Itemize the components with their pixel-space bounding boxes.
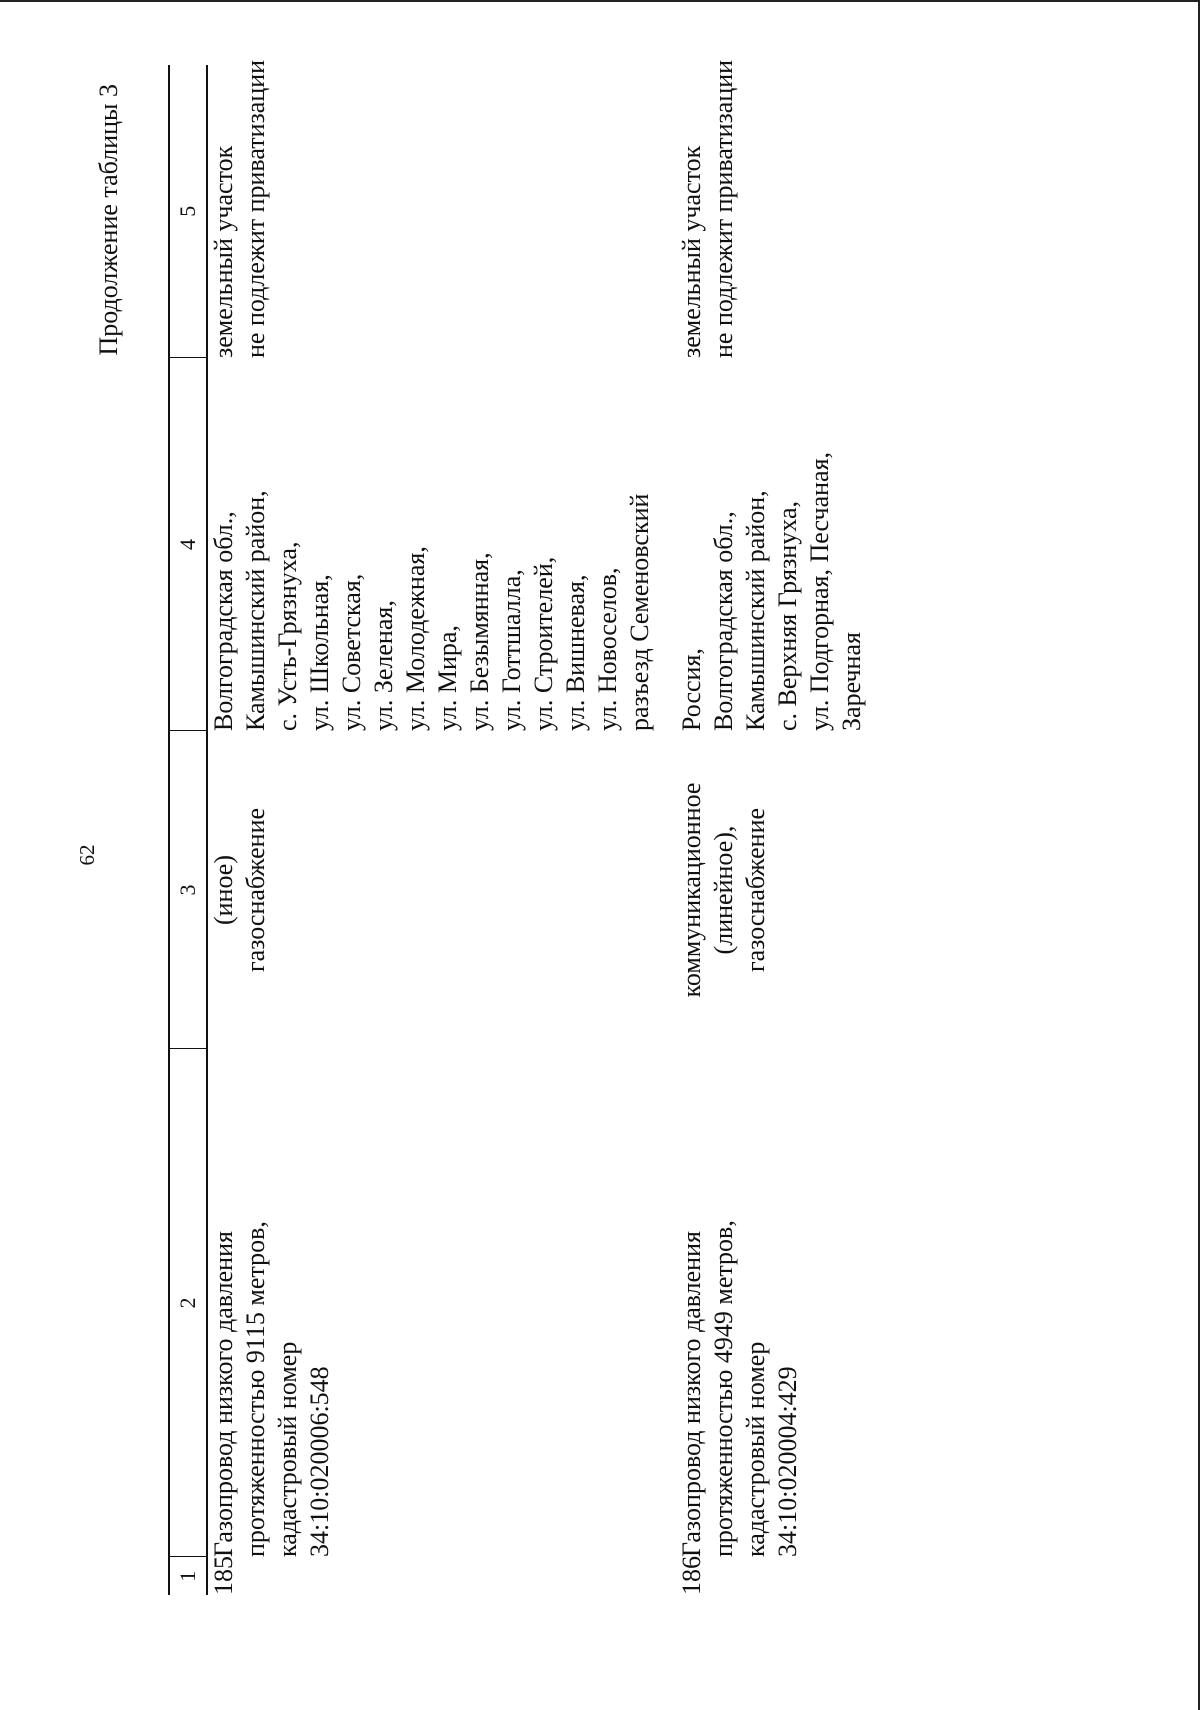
row-number: 185. <box>209 1549 238 1595</box>
object-description <box>207 1049 676 1557</box>
object-line: Газопровод низкого давления <box>209 1231 238 1557</box>
object-line: кадастровый номер <box>741 1341 770 1557</box>
address-line: ул. Новоселов, <box>593 567 622 731</box>
note-line: не подлежит приватизации <box>709 59 738 358</box>
object-address <box>207 358 676 731</box>
address-line: Россия, <box>677 648 706 731</box>
address-line: с. Верхняя Грязнуха, <box>773 501 802 731</box>
table-continuation-label: Продолжение таблицы 3 <box>94 84 123 356</box>
object-line: 34:10:020004:429 <box>773 1366 802 1557</box>
address-line: ул. Безымянная, <box>465 552 494 731</box>
address-line: ул. Школьная, <box>305 574 334 731</box>
column-header-4: 4 <box>169 358 207 731</box>
object-note <box>676 59 868 358</box>
type-line: коммуникационное <box>677 782 706 998</box>
note-line: не подлежит приватизации <box>241 59 270 358</box>
object-line: Газопровод низкого давления <box>677 1231 706 1557</box>
page-number: 62 <box>75 844 99 866</box>
object-line: 34:10:020006:548 <box>305 1366 334 1557</box>
note-line: земельный участок <box>209 145 238 358</box>
column-header-5: 5 <box>169 65 207 358</box>
address-line: с. Усть-Грязнуха, <box>273 541 302 731</box>
type-line: газоснабжение <box>241 807 270 973</box>
table-row <box>207 65 676 1595</box>
object-note <box>207 59 676 358</box>
column-header-2: 2 <box>169 1049 207 1557</box>
property-table <box>168 59 868 1595</box>
table-header-row <box>169 65 207 1595</box>
address-line: Камышинский район, <box>741 490 770 731</box>
object-line: протяженностью 9115 метров, <box>241 1221 270 1557</box>
object-type <box>207 731 676 1049</box>
type-line: (линейное), <box>709 825 738 955</box>
column-header-1: 1 <box>169 1557 207 1595</box>
object-line: кадастровый номер <box>273 1341 302 1557</box>
object-type <box>676 731 868 1049</box>
note-line: земельный участок <box>677 145 706 358</box>
object-address <box>676 358 868 731</box>
object-description <box>676 1049 868 1557</box>
address-line: ул. Мира, <box>433 625 462 731</box>
address-line: Камышинский район, <box>241 490 270 731</box>
address-line: разъезд Семеновский <box>625 493 654 731</box>
address-line: Заречная <box>837 632 866 731</box>
address-line: ул. Советская, <box>337 573 366 731</box>
address-line: ул. Молодежная, <box>401 546 430 731</box>
table-row <box>676 65 868 1595</box>
object-line: протяженностью 4949 метров, <box>709 1220 738 1557</box>
address-line: ул. Зеленая, <box>369 600 398 731</box>
type-line: газоснабжение <box>741 807 770 973</box>
type-line: (иное) <box>209 855 238 926</box>
address-line: ул. Вишневая, <box>561 574 590 731</box>
address-line: ул. Строителей, <box>529 556 558 731</box>
address-line: Волгоградская обл., <box>209 511 238 731</box>
address-line: ул. Подгорная, Песчаная, <box>805 451 834 731</box>
address-line: ул. Готтшалла, <box>497 569 526 731</box>
column-header-3: 3 <box>169 731 207 1049</box>
row-number: 186. <box>677 1549 706 1595</box>
address-line: Волгоградская обл., <box>709 511 738 731</box>
